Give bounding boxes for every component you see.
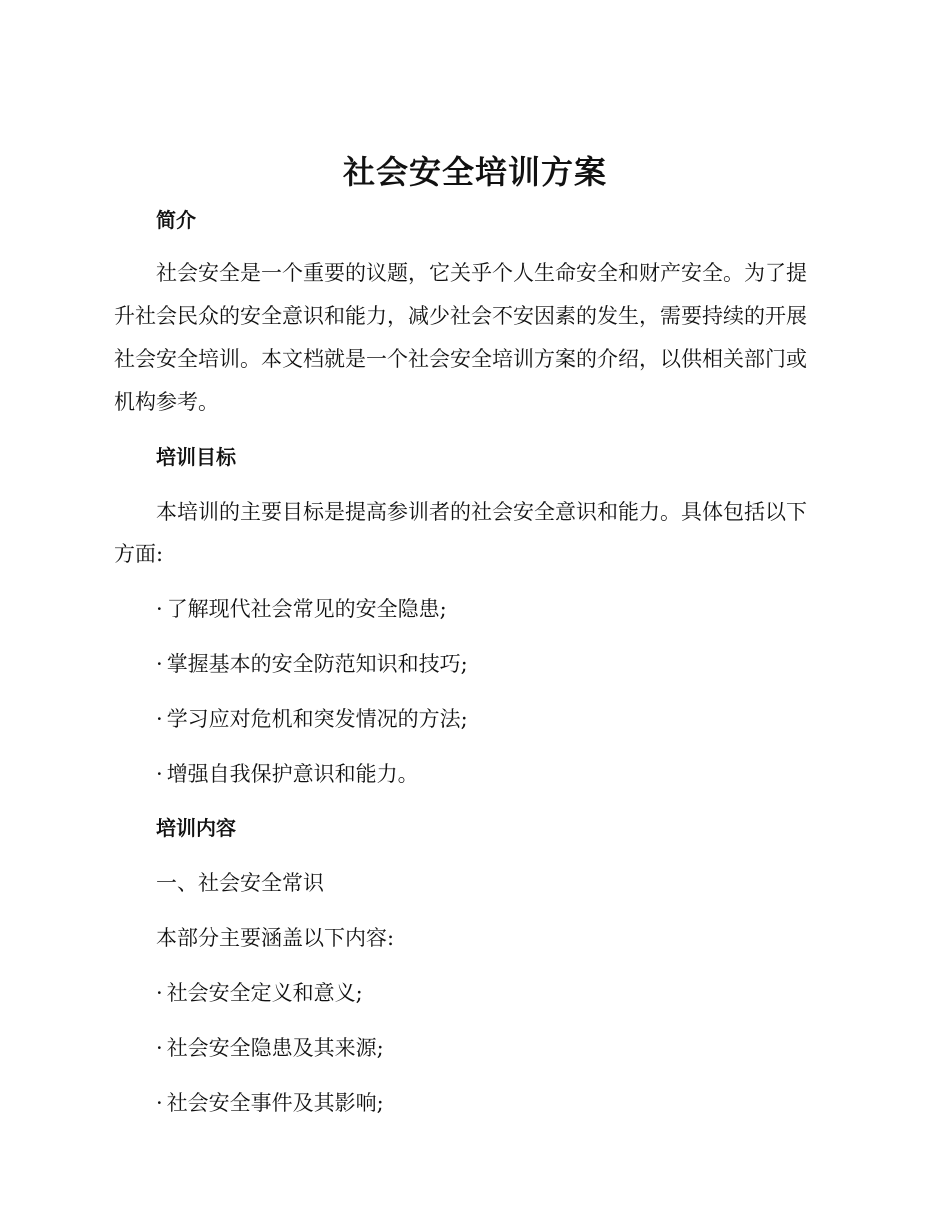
section-heading-content: 培训内容 — [156, 816, 236, 840]
goals-bullet-item — [156, 704, 468, 734]
bullet-dot: · — [156, 1036, 163, 1060]
content-subheading: 一、社会安全常识 — [156, 871, 324, 895]
goals-bullet-text: 了解现代社会常见的安全隐患; — [166, 597, 447, 621]
goals-bullet-item — [156, 759, 419, 789]
intro-paragraph-line-4: 机构参考。 — [114, 390, 219, 414]
goals-bullet-item — [156, 649, 468, 679]
bullet-dot: · — [156, 652, 163, 676]
bullet-dot: · — [156, 762, 163, 786]
section-heading-goals: 培训目标 — [156, 445, 236, 469]
bullet-dot: · — [156, 707, 163, 731]
goals-bullet-text: 掌握基本的安全防范知识和技巧; — [166, 652, 468, 676]
content-bullet-item — [156, 978, 363, 1008]
intro-paragraph-line-2: 升社会民众的安全意识和能力，减少社会不安因素的发生，需要持续的开展 — [114, 304, 807, 328]
goals-paragraph-line-1: 本培训的主要目标是提高参训者的社会安全意识和能力。具体包括以下 — [156, 500, 807, 524]
intro-paragraph-line-3: 社会安全培训。本文档就是一个社会安全培训方案的介绍，以供相关部门或 — [114, 347, 807, 371]
goals-bullet-text: 学习应对危机和突发情况的方法; — [166, 707, 468, 731]
goals-bullet-item — [156, 594, 447, 624]
goals-bullet-text: 增强自我保护意识和能力。 — [166, 762, 419, 786]
intro-paragraph-line-1: 社会安全是一个重要的议题，它关乎个人生命安全和财产安全。为了提 — [156, 261, 807, 285]
content-intro-line: 本部分主要涵盖以下内容: — [156, 926, 395, 950]
content-bullet-item — [156, 1033, 384, 1063]
bullet-dot: · — [156, 597, 163, 621]
bullet-dot: · — [156, 981, 163, 1005]
content-bullet-item — [156, 1088, 384, 1118]
content-bullet-text: 社会安全事件及其影响; — [166, 1091, 384, 1115]
bullet-dot: · — [156, 1091, 163, 1115]
document-title: 社会安全培训方案 — [342, 153, 607, 191]
goals-paragraph-line-2: 方面: — [114, 542, 164, 566]
content-bullet-text: 社会安全隐患及其来源; — [166, 1036, 384, 1060]
section-heading-intro: 简介 — [156, 208, 196, 232]
content-bullet-text: 社会安全定义和意义; — [166, 981, 363, 1005]
